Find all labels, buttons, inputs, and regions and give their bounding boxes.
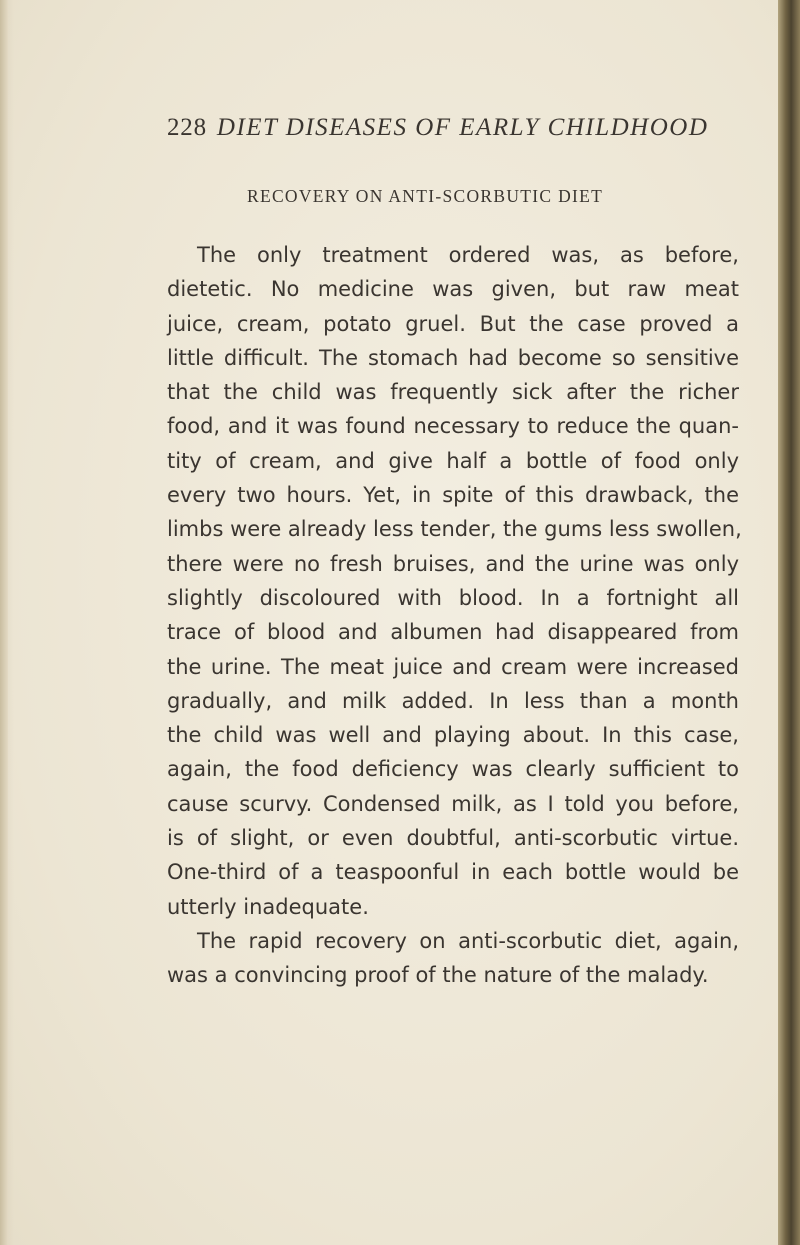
text-line: limbs were already less tender, the gums less swollen, [167,517,742,542]
text-line: that the child was frequently sick after the richer [167,380,739,405]
text-line: is of slight, or even doubtful, anti-scorbutic virtue. [167,826,739,851]
text-line: The only treatment ordered was, as before, [197,243,739,267]
text-line: the urine. The meat juice and cream were increased [167,654,739,679]
text-line: tity of cream, and give half a bottle of food only [167,448,739,473]
text-line: again, the food deficiency was clearly sufficient to [167,757,739,782]
text-line: utterly inadequate. [167,894,369,919]
text-line: dietetic. No medicine was given, but raw meat [167,277,739,302]
running-head-title: DIET DISEASES OF EARLY CHILDHOOD [216,114,709,141]
body-text [167,238,742,993]
page-number: 228 [167,114,207,141]
text-line: the child was well and playing about. In this case, [167,723,739,748]
text-line: slightly discoloured with blood. In a fortnight all [167,585,739,610]
text-line: every two hours. Yet, in spite of this drawback, the [167,483,739,508]
text-line: gradually, and milk added. In less than a month [167,688,739,713]
text-line: One-third of a teaspoonful in each bottle would be [167,860,739,885]
text-line: little difficult. The stomach had become so sensitive [167,345,739,370]
text-line: was a convincing proof of the nature of the malady. [167,963,709,988]
text-line: there were no fresh bruises, and the urine was only [167,551,739,576]
page-gutter [0,0,8,1245]
text-line: food, and it was found necessary to reduce the quan- [167,414,739,439]
text-line: cause scurvy. Condensed milk, as I told you before, [167,791,739,816]
running-head [167,114,767,142]
paragraph [167,238,742,924]
section-heading: RECOVERY ON ANTI-SCORBUTIC DIET [247,186,604,206]
text-line: juice, cream, potato gruel. But the case proved a [167,311,739,336]
paragraph [167,924,739,993]
text-line: trace of blood and albumen had disappeared from [167,620,739,645]
text-line: The rapid recovery on anti-scorbutic diet, again, [197,928,739,953]
page-edge [778,0,800,1245]
